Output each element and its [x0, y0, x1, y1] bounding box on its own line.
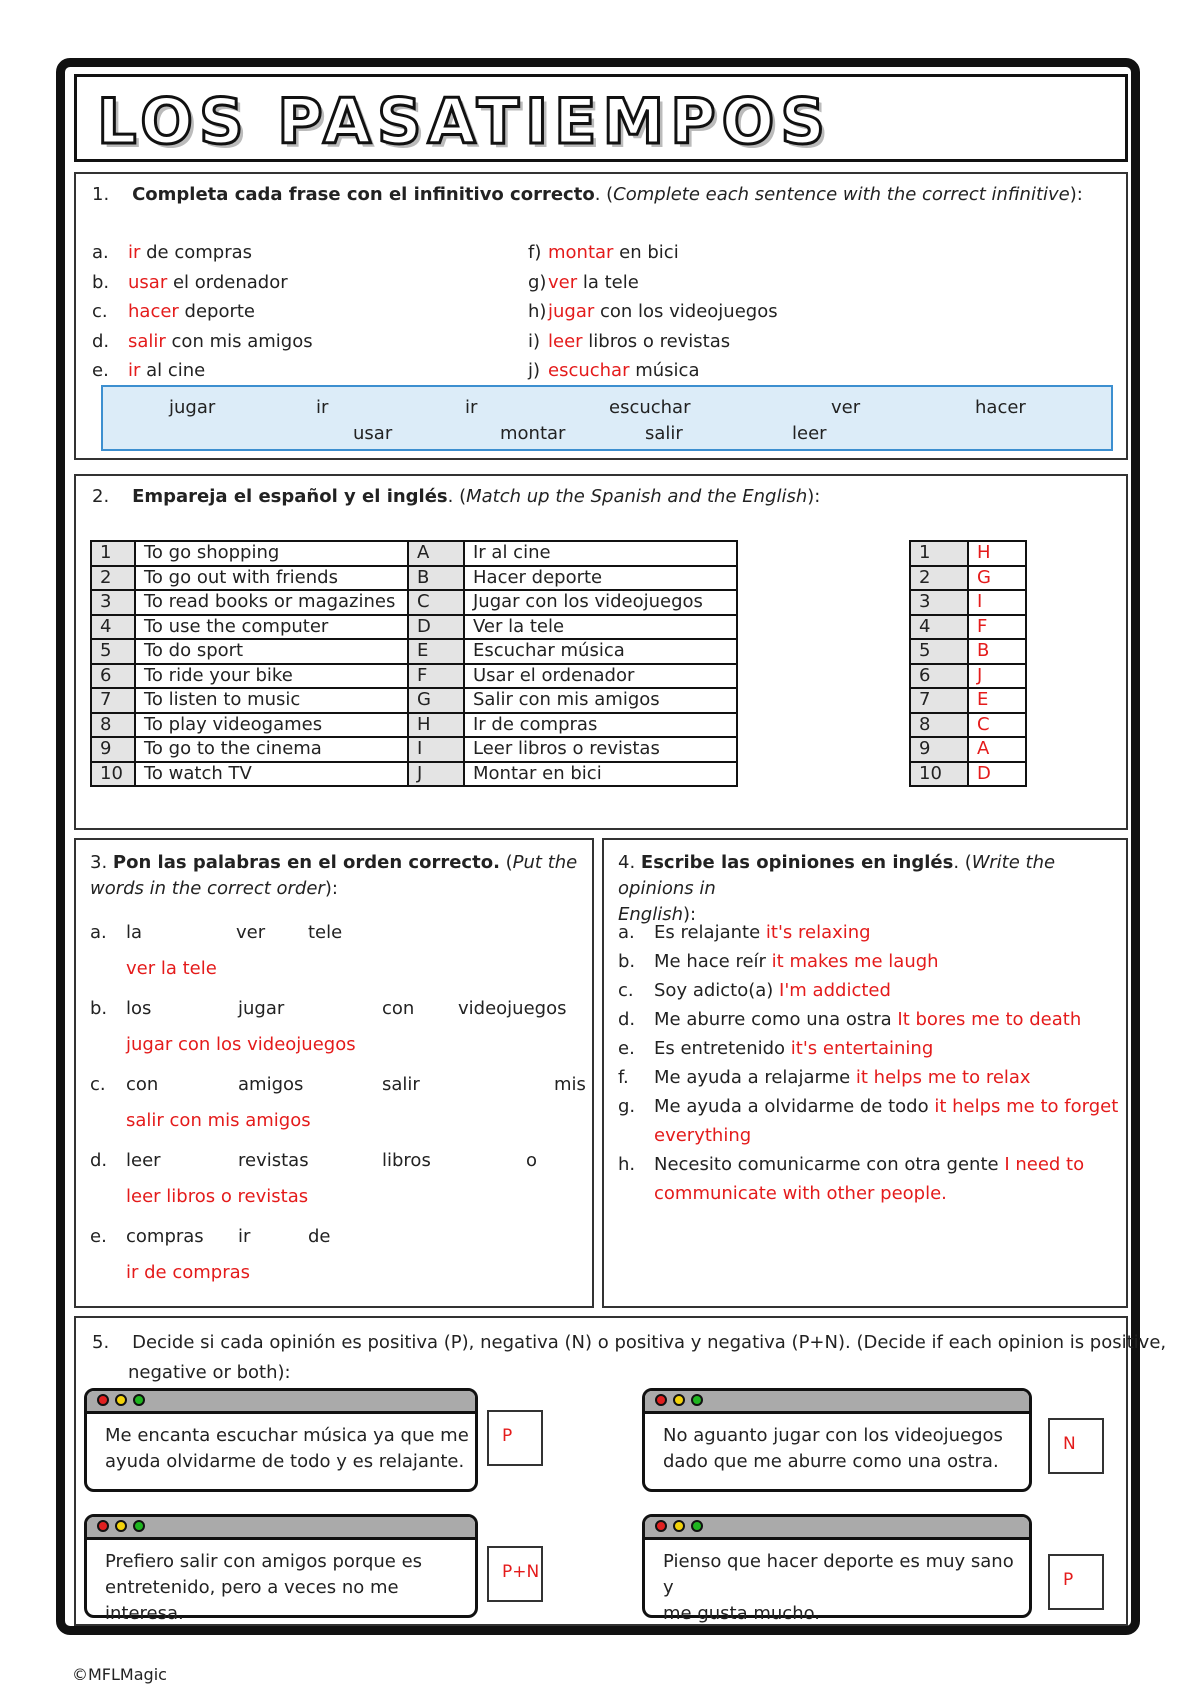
item-letter: e.	[90, 1226, 107, 1247]
spanish-phrase: Montar en bici	[464, 762, 737, 787]
ordered-answer: leer libros o revistas	[126, 1186, 309, 1207]
opinion-text	[663, 1423, 1003, 1475]
row-letter: I	[408, 737, 464, 762]
answer-letter: F	[968, 615, 1026, 640]
opinion-line: ayuda olvidarme de todo y es relajante.	[105, 1451, 465, 1472]
section-3-heading: 3. Pon las palabras en el orden correcto. (Put the words in the correct order):	[90, 852, 578, 899]
fill-in-answer: salir	[128, 330, 166, 352]
answer-letter: B	[968, 639, 1026, 664]
english-answer-continued: everything	[654, 1125, 752, 1146]
table-row	[91, 566, 737, 591]
row-number: 5	[91, 639, 135, 664]
window-titlebar	[87, 1391, 475, 1414]
word-bank-word: ver	[831, 397, 861, 418]
spanish-opinion: Necesito comunicarme con otra gente	[654, 1154, 1005, 1175]
item-letter: j)	[528, 360, 541, 381]
row-letter: J	[408, 762, 464, 787]
row-number: 4	[91, 615, 135, 640]
table-row	[91, 615, 737, 640]
window-titlebar	[645, 1517, 1029, 1540]
opinion-item	[618, 1096, 1118, 1118]
table-row	[91, 762, 737, 787]
row-letter: C	[408, 590, 464, 615]
row-number: 6	[91, 664, 135, 689]
match-table	[90, 540, 738, 787]
scrambled-word: videojuegos	[458, 998, 567, 1019]
scrambled-word: revistas	[238, 1150, 309, 1171]
yellow-dot-icon	[115, 1394, 127, 1406]
answer-row	[910, 762, 1026, 787]
opinion-answer-box: N	[1048, 1418, 1104, 1474]
english-phrase: To listen to music	[135, 688, 408, 713]
fill-in-answer: leer	[548, 330, 583, 352]
item-letter: f)	[528, 242, 542, 263]
red-dot-icon	[655, 1520, 667, 1532]
item-text: con mis amigos	[165, 330, 313, 352]
answer-row	[910, 566, 1026, 591]
title-box	[74, 74, 1128, 162]
answer-letter: D	[968, 762, 1026, 787]
item-text: al cine	[140, 360, 206, 381]
row-number: 2	[91, 566, 135, 591]
row-number: 10	[91, 762, 135, 787]
scrambled-word: ver	[236, 922, 266, 943]
scrambled-word: leer	[126, 1150, 161, 1171]
item-letter: d.	[92, 330, 110, 352]
spanish-phrase: Jugar con los videojuegos	[464, 590, 737, 615]
window-titlebar	[87, 1517, 475, 1540]
scrambled-word: tele	[308, 922, 343, 943]
answer-letter: H	[968, 541, 1026, 566]
fill-in-answer: ir	[128, 242, 141, 263]
english-phrase: To use the computer	[135, 615, 408, 640]
item-letter: d.	[90, 1150, 108, 1171]
green-dot-icon	[133, 1394, 145, 1406]
section-1-instruction: 1. Completa cada frase con el infinitivo correcto. (Complete each sentence with the correct infinitive):	[92, 184, 1083, 205]
section-3	[74, 838, 594, 1308]
answer-letter: E	[968, 688, 1026, 713]
answer-row	[910, 713, 1026, 738]
fill-in-answer: usar	[128, 271, 168, 293]
answer-table	[909, 540, 1027, 787]
answer-letter: J	[968, 664, 1026, 689]
opinion-answer-box: P	[1048, 1554, 1104, 1610]
answer-row	[910, 615, 1026, 640]
opinion-window	[84, 1388, 478, 1492]
answer-number: 6	[910, 664, 968, 689]
fill-in-item	[92, 242, 252, 264]
yellow-dot-icon	[673, 1520, 685, 1532]
row-letter: F	[408, 664, 464, 689]
scrambled-word: compras	[126, 1226, 204, 1247]
fill-in-item	[92, 272, 288, 294]
scrambled-word: mis	[554, 1074, 586, 1095]
answer-row	[910, 737, 1026, 762]
item-letter: i)	[528, 330, 541, 352]
opinion-item	[618, 980, 891, 1002]
item-letter: e.	[92, 360, 109, 381]
answer-number: 3	[910, 590, 968, 615]
english-phrase: To do sport	[135, 639, 408, 664]
row-letter: D	[408, 615, 464, 640]
item-text: con los videojuegos	[594, 301, 778, 322]
answer-number: 7	[910, 688, 968, 713]
opinion-line: dado que me aburre como una ostra.	[663, 1451, 999, 1472]
row-number: 1	[91, 541, 135, 566]
answer-row	[910, 639, 1026, 664]
english-answer: it's relaxing	[765, 922, 871, 943]
spanish-opinion: Es relajante	[654, 922, 766, 943]
ordered-answer: ver la tele	[126, 958, 217, 979]
opinion-item	[618, 951, 939, 973]
fill-in-answer: ver	[548, 271, 578, 293]
word-bank-word: jugar	[169, 397, 216, 418]
scrambled-word: la	[126, 922, 143, 943]
item-letter: a.	[90, 922, 107, 943]
fill-in-answer: hacer	[128, 301, 179, 322]
item-letter: a.	[92, 242, 109, 263]
ordered-answer: jugar con los videojuegos	[126, 1034, 356, 1055]
fill-in-item	[528, 301, 778, 323]
fill-in-item	[92, 301, 255, 323]
spanish-phrase: Usar el ordenador	[464, 664, 737, 689]
answer-number: 2	[910, 566, 968, 591]
english-answer: it's entertaining	[790, 1038, 934, 1059]
opinion-line: me gusta mucho.	[663, 1603, 821, 1624]
spanish-phrase: Ver la tele	[464, 615, 737, 640]
row-number: 8	[91, 713, 135, 738]
english-phrase: To go out with friends	[135, 566, 408, 591]
item-letter: d.	[618, 1009, 636, 1030]
spanish-opinion: Me hace reír	[654, 951, 772, 972]
opinion-item	[618, 922, 871, 944]
opinion-window	[642, 1388, 1032, 1492]
answer-number: 10	[910, 762, 968, 787]
scrambled-word: con	[126, 1074, 159, 1095]
scrambled-word: salir	[382, 1074, 420, 1095]
english-phrase: To read books or magazines	[135, 590, 408, 615]
opinion-window	[84, 1514, 478, 1624]
item-letter: b.	[90, 998, 108, 1019]
answer-letter: G	[968, 566, 1026, 591]
answer-number: 1	[910, 541, 968, 566]
fill-in-answer: jugar	[548, 301, 595, 322]
fill-in-item	[528, 360, 699, 382]
yellow-dot-icon	[115, 1520, 127, 1532]
spanish-phrase: Escuchar música	[464, 639, 737, 664]
answer-number: 9	[910, 737, 968, 762]
row-number: 9	[91, 737, 135, 762]
opinion-text	[105, 1423, 469, 1475]
row-letter: H	[408, 713, 464, 738]
scrambled-word: con	[382, 998, 415, 1019]
word-bank-word: usar	[353, 423, 393, 444]
fill-in-answer: escuchar	[548, 360, 630, 381]
item-text: deporte	[178, 301, 256, 322]
spanish-phrase: Salir con mis amigos	[464, 688, 737, 713]
fill-in-answer: montar	[548, 242, 614, 263]
item-letter: c.	[92, 301, 108, 322]
row-letter: G	[408, 688, 464, 713]
english-phrase: To play videogames	[135, 713, 408, 738]
spanish-opinion: Me ayuda a relajarme	[654, 1067, 856, 1088]
row-number: 7	[91, 688, 135, 713]
scrambled-word: los	[126, 998, 152, 1019]
english-answer-continued: communicate with other people.	[654, 1183, 947, 1204]
copyright: ©MFLMagic	[72, 1665, 167, 1684]
item-letter: g)	[528, 271, 547, 293]
table-row	[91, 590, 737, 615]
item-letter: b.	[92, 271, 110, 293]
green-dot-icon	[133, 1520, 145, 1532]
opinion-item	[618, 1038, 933, 1060]
row-letter: A	[408, 541, 464, 566]
opinion-item	[618, 1154, 1084, 1176]
item-text: en bici	[613, 242, 679, 263]
opinion-line: Me encanta escuchar música ya que me	[105, 1425, 469, 1446]
table-row	[91, 688, 737, 713]
table-row	[91, 713, 737, 738]
scrambled-word: amigos	[238, 1074, 304, 1095]
item-letter: h.	[618, 1154, 636, 1175]
english-phrase: To watch TV	[135, 762, 408, 787]
item-letter: g.	[618, 1096, 636, 1117]
answer-letter: I	[968, 590, 1026, 615]
answer-row	[910, 664, 1026, 689]
green-dot-icon	[691, 1394, 703, 1406]
opinion-line: Pienso que hacer deporte es muy sano y	[663, 1551, 1014, 1598]
spanish-phrase: Hacer deporte	[464, 566, 737, 591]
row-number: 3	[91, 590, 135, 615]
answer-number: 4	[910, 615, 968, 640]
section-4-heading: 4. Escribe las opiniones en inglés. (Write the opinions in English):	[618, 852, 1056, 925]
scrambled-word: libros	[382, 1150, 431, 1171]
red-dot-icon	[97, 1394, 109, 1406]
item-text: la tele	[577, 271, 639, 293]
page-title: LOS PASATIEMPOS	[97, 85, 832, 158]
spanish-opinion: Es entretenido	[654, 1038, 791, 1059]
green-dot-icon	[691, 1520, 703, 1532]
item-text: libros o revistas	[582, 330, 731, 352]
english-phrase: To go to the cinema	[135, 737, 408, 762]
table-row	[91, 664, 737, 689]
answer-row	[910, 590, 1026, 615]
ordered-answer: ir de compras	[126, 1262, 251, 1283]
section-2-instruction: 2. Empareja el español y el inglés. (Match up the Spanish and the English):	[92, 486, 821, 507]
english-answer: it helps me to forget	[934, 1096, 1119, 1117]
fill-in-item	[528, 331, 730, 353]
answer-letter: A	[968, 737, 1026, 762]
opinion-text	[663, 1549, 1029, 1627]
fill-in-item	[528, 272, 639, 294]
window-titlebar	[645, 1391, 1029, 1414]
word-bank-word: salir	[645, 423, 683, 444]
item-letter: h)	[528, 301, 547, 322]
item-letter: b.	[618, 951, 636, 972]
word-bank-word: hacer	[975, 397, 1026, 418]
answer-row	[910, 688, 1026, 713]
answer-number: 5	[910, 639, 968, 664]
scrambled-word: o	[526, 1150, 538, 1171]
spanish-opinion: Soy adicto(a)	[654, 980, 780, 1001]
english-answer: I'm addicted	[779, 980, 891, 1001]
fill-in-answer: ir	[128, 360, 141, 381]
spanish-phrase: Ir de compras	[464, 713, 737, 738]
english-phrase: To ride your bike	[135, 664, 408, 689]
fill-in-item	[528, 242, 679, 264]
fill-in-item	[92, 360, 205, 382]
scrambled-word: jugar	[238, 998, 285, 1019]
english-answer: it makes me laugh	[771, 951, 939, 972]
word-bank-word: ir	[465, 397, 478, 418]
spanish-phrase: Leer libros o revistas	[464, 737, 737, 762]
scrambled-word: de	[308, 1226, 331, 1247]
item-text: de compras	[140, 242, 253, 263]
english-answer: I need to	[1004, 1154, 1085, 1175]
section-5-instruction: 5. Decide si cada opinión es positiva (P), negativa (N) o positiva y negativa (P+N). (Decide if each opinion is positive, negative or both):	[92, 1332, 1167, 1383]
opinion-line: Prefiero salir con amigos porque es	[105, 1551, 423, 1572]
opinion-window	[642, 1514, 1032, 1624]
answer-number: 8	[910, 713, 968, 738]
red-dot-icon	[97, 1520, 109, 1532]
item-letter: e.	[618, 1038, 635, 1059]
spanish-phrase: Ir al cine	[464, 541, 737, 566]
english-answer: it helps me to relax	[855, 1067, 1031, 1088]
item-letter: f.	[618, 1067, 629, 1088]
table-row	[91, 737, 737, 762]
answer-letter: C	[968, 713, 1026, 738]
word-bank	[101, 385, 1113, 451]
scrambled-word: ir	[238, 1226, 251, 1247]
word-bank-word: montar	[500, 423, 566, 444]
opinion-answer-box: P	[487, 1410, 543, 1466]
opinion-item	[618, 1009, 1081, 1031]
item-text: el ordenador	[167, 271, 288, 293]
row-letter: E	[408, 639, 464, 664]
spanish-opinion: Me aburre como una ostra	[654, 1009, 898, 1030]
word-bank-word: ir	[316, 397, 329, 418]
item-letter: c.	[90, 1074, 106, 1095]
yellow-dot-icon	[673, 1394, 685, 1406]
spanish-opinion: Me ayuda a olvidarme de todo	[654, 1096, 935, 1117]
opinion-text	[105, 1549, 475, 1627]
item-letter: c.	[618, 980, 634, 1001]
table-row	[91, 541, 737, 566]
word-bank-word: escuchar	[609, 397, 691, 418]
opinion-item	[618, 1067, 1031, 1089]
item-letter: a.	[618, 922, 635, 943]
fill-in-item	[92, 331, 313, 353]
opinion-line: No aguanto jugar con los videojuegos	[663, 1425, 1003, 1446]
section-4	[602, 838, 1128, 1308]
english-answer: It bores me to death	[897, 1009, 1082, 1030]
word-bank-word: leer	[792, 423, 827, 444]
red-dot-icon	[655, 1394, 667, 1406]
opinion-line: entretenido, pero a veces no me interesa.	[105, 1577, 399, 1624]
answer-row	[910, 541, 1026, 566]
table-row	[91, 639, 737, 664]
row-letter: B	[408, 566, 464, 591]
item-text: música	[629, 360, 700, 381]
ordered-answer: salir con mis amigos	[126, 1110, 311, 1131]
english-phrase: To go shopping	[135, 541, 408, 566]
opinion-answer-box: P+N	[487, 1546, 543, 1602]
